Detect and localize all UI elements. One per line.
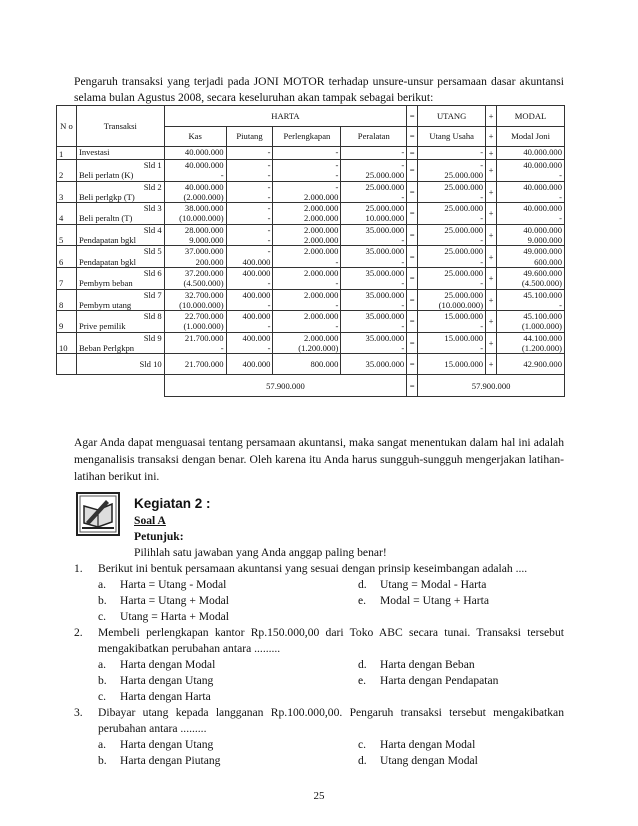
row-equals: =: [407, 332, 418, 354]
row-transaction: [76, 289, 164, 311]
row-transaction: [76, 203, 164, 225]
row-number: 9: [57, 311, 77, 333]
header-plus: +: [486, 106, 497, 127]
row-modal: 49.000.000 600.000: [497, 246, 565, 268]
row-piutang: 400.000 -: [226, 311, 273, 333]
row-modal: 45.100.000 (1.000.000): [497, 311, 565, 333]
row-plus: +: [486, 311, 497, 333]
row-piutang: -: [226, 147, 273, 160]
row-utang: 25.000.000 -: [418, 224, 486, 246]
row-saldo-label: Sld 4: [143, 224, 162, 235]
row-transaction-label: Pembyrn beban: [78, 278, 133, 289]
total-piutang: 400.000: [226, 354, 273, 375]
row-kas: 21.700.000 -: [164, 332, 226, 354]
row-peralatan: 35.000.000 -: [341, 246, 407, 268]
row-number: 4: [57, 203, 77, 225]
question-number: 3.: [74, 706, 83, 719]
total-kas: 21.700.000: [164, 354, 226, 375]
row-kas: 22.700.000 (1.000.000): [164, 311, 226, 333]
option-3d: d. Utang dengan Modal: [358, 754, 478, 767]
row-perlengkapan: 2.000.000 2.000.000: [273, 203, 341, 225]
total-label: Sld 10: [76, 354, 164, 375]
row-piutang: 400.000 -: [226, 332, 273, 354]
row-piutang: - -: [226, 224, 273, 246]
row-peralatan: 35.000.000 -: [341, 224, 407, 246]
row-equals: =: [407, 224, 418, 246]
question-text: Membeli perlengkapan kantor Rp.150.000,00 dari Toko ABC secara tunai. Transaksi tersebut mengakibatkan perubahan antara .........: [98, 626, 564, 655]
soal-heading: Soal A: [134, 514, 166, 527]
row-utang: 25.000.000 -: [418, 203, 486, 225]
row-peralatan: 35.000.000 -: [341, 332, 407, 354]
row-number: 6: [57, 246, 77, 268]
row-peralatan: 35.000.000 -: [341, 289, 407, 311]
accounting-equation-table: [56, 105, 565, 397]
row-kas: 40.000.000 -: [164, 160, 226, 182]
ledger-row: [57, 203, 565, 225]
ledger-row: [57, 246, 565, 268]
header-plus-2: +: [486, 127, 497, 147]
question-text: Berikut ini bentuk persamaan akuntansi yang sesuai dengan prinsip keseimbangan adalah ....: [98, 562, 528, 575]
row-peralatan: 35.000.000 -: [341, 311, 407, 333]
row-modal: 40.000.000 9.000.000: [497, 224, 565, 246]
row-piutang: - 400.000: [226, 246, 273, 268]
row-saldo-label: Sld 5: [143, 246, 162, 257]
row-number: 10: [57, 332, 77, 354]
header-equals: =: [407, 106, 418, 127]
option-3b: b. Harta dengan Piutang: [98, 754, 221, 767]
total-equals: =: [407, 354, 418, 375]
header-modal-joni: Modal Joni: [497, 127, 565, 147]
row-perlengkapan: -: [273, 147, 341, 160]
row-piutang: - -: [226, 181, 273, 203]
row-number: 2: [57, 160, 77, 182]
row-perlengkapan: - -: [273, 160, 341, 182]
sum-equals: =: [407, 375, 418, 397]
row-modal: 40.000.000 -: [497, 160, 565, 182]
option-1a: a. Harta = Utang - Modal: [98, 578, 227, 591]
row-utang: 25.000.000 -: [418, 267, 486, 289]
row-equals: =: [407, 267, 418, 289]
row-transaction-label: Beban Perlgkpn: [78, 343, 135, 354]
row-modal: 44.100.000 (1.200.000): [497, 332, 565, 354]
row-transaction: [76, 267, 164, 289]
row-transaction: [76, 332, 164, 354]
row-saldo-label: Sld 1: [143, 160, 162, 170]
row-plus: +: [486, 224, 497, 246]
row-equals: =: [407, 181, 418, 203]
page-number: 25: [313, 790, 325, 802]
option-1c: c. Utang = Harta + Modal: [98, 610, 230, 623]
row-kas: 32.700.000 (10.000.000): [164, 289, 226, 311]
row-equals: =: [407, 311, 418, 333]
row-plus: +: [486, 246, 497, 268]
row-transaction-label: Beli peraltn (T): [78, 213, 133, 224]
header-no: N o: [57, 106, 77, 147]
question-number: 1.: [74, 562, 83, 575]
instruction-text: Pilihlah satu jawaban yang Anda anggap paling benar!: [134, 546, 387, 559]
row-number: 5: [57, 224, 77, 246]
option-2d: d. Harta dengan Beban: [358, 658, 475, 671]
row-perlengkapan: 2.000.000 -: [273, 311, 341, 333]
total-no-cell: [57, 354, 77, 375]
row-plus: +: [486, 160, 497, 182]
row-transaction-label: Pembyrn utang: [78, 299, 132, 310]
total-plus: +: [486, 354, 497, 375]
option-3a: a. Harta dengan Utang: [98, 738, 214, 751]
question-2: [74, 625, 564, 657]
row-saldo-label: Sld 3: [143, 203, 162, 214]
ledger-row: [57, 147, 565, 160]
row-transaction: [76, 181, 164, 203]
row-transaction: [76, 147, 164, 160]
row-transaction-label: Pendapatan bgkl: [78, 235, 136, 246]
option-1b: b. Harta = Utang + Modal: [98, 594, 230, 607]
ledger-row: [57, 311, 565, 333]
intro-paragraph: Pengaruh transaksi yang terjadi pada JONI MOTOR terhadap unsure-unsur persamaan dasar akuntansi selama bulan Agustus 2008, secara keseluruhan akan tampak sebagai berikut:: [74, 75, 564, 104]
total-modal: 42.900.000: [497, 354, 565, 375]
total-peralatan: 35.000.000: [341, 354, 407, 375]
ledger-row: [57, 181, 565, 203]
header-kas: Kas: [164, 127, 226, 147]
row-modal: 49.600.000 (4.500.000): [497, 267, 565, 289]
question-number: 2.: [74, 626, 83, 639]
row-peralatan: -: [341, 147, 407, 160]
row-kas: 40.000.000 (2.000.000): [164, 181, 226, 203]
row-perlengkapan: - 2.000.000: [273, 181, 341, 203]
row-saldo-label: Sld 9: [143, 332, 162, 343]
option-2b: b. Harta dengan Utang: [98, 674, 214, 687]
question-3: [74, 705, 564, 737]
row-transaction: [76, 224, 164, 246]
row-transaction-label: Investasi: [78, 147, 110, 157]
header-modal: MODAL: [497, 106, 565, 127]
row-saldo-label: Sld 2: [143, 181, 162, 192]
row-plus: +: [486, 203, 497, 225]
row-equals: =: [407, 147, 418, 160]
outro-paragraph: Agar Anda dapat menguasai tentang persamaan akuntansi, maka sangat menentukan dalam hal ini adalah menganalisis transaksi dengan benar. Oleh karena itu Anda harus sungguh-sungguh mengerjakan latihan-latihan berikut ini.: [74, 436, 564, 483]
row-saldo-label: Sld 8: [143, 311, 162, 322]
row-equals: =: [407, 160, 418, 182]
row-piutang: 400.000 -: [226, 267, 273, 289]
row-utang: - 25.000.000: [418, 160, 486, 182]
row-perlengkapan: 2.000.000 -: [273, 267, 341, 289]
row-modal: 45.100.000 -: [497, 289, 565, 311]
row-peralatan: - 25.000.000: [341, 160, 407, 182]
sum-blank: [57, 375, 165, 397]
header-equals-2: =: [407, 127, 418, 147]
row-peralatan: 25.000.000 10.000.000: [341, 203, 407, 225]
total-utang: 15.000.000: [418, 354, 486, 375]
header-transaksi: Transaksi: [76, 106, 164, 147]
row-piutang: 400.000 -: [226, 289, 273, 311]
ledger-row: [57, 332, 565, 354]
row-utang: 25.000.000 -: [418, 181, 486, 203]
row-number: 3: [57, 181, 77, 203]
header-peralatan: Peralatan: [341, 127, 407, 147]
row-plus: +: [486, 147, 497, 160]
option-3c: c. Harta dengan Modal: [358, 738, 476, 751]
header-harta: HARTA: [164, 106, 407, 127]
book-writing-icon: [76, 492, 120, 536]
row-perlengkapan: 2.000.000 -: [273, 246, 341, 268]
option-1d: d. Utang = Modal - Harta: [358, 578, 487, 591]
sum-utang-modal: 57.900.000: [418, 375, 565, 397]
row-number: 7: [57, 267, 77, 289]
row-peralatan: 35.000.000 -: [341, 267, 407, 289]
row-plus: +: [486, 289, 497, 311]
row-utang: 25.000.000 (10.000.000): [418, 289, 486, 311]
row-number: 1: [57, 147, 77, 160]
row-transaction-label: Prive pemilik: [78, 321, 126, 332]
row-piutang: - -: [226, 203, 273, 225]
row-plus: +: [486, 181, 497, 203]
row-transaction-label: Beli perlgkp (T): [78, 191, 135, 202]
row-equals: =: [407, 203, 418, 225]
row-saldo-label: Sld 7: [143, 289, 162, 300]
header-perlengkapan: Perlengkapan: [273, 127, 341, 147]
sum-harta: 57.900.000: [164, 375, 407, 397]
row-peralatan: 25.000.000 -: [341, 181, 407, 203]
header-piutang: Piutang: [226, 127, 273, 147]
row-transaction-label: Pendapatan bgkl: [78, 256, 136, 267]
row-utang: 15.000.000 -: [418, 332, 486, 354]
row-transaction: [76, 311, 164, 333]
ledger-body: [57, 147, 565, 354]
row-number: 8: [57, 289, 77, 311]
total-perlengkapan: 800.000: [273, 354, 341, 375]
ledger-row: [57, 267, 565, 289]
row-kas: 28.000.000 9.000.000: [164, 224, 226, 246]
row-modal: 40.000.000 -: [497, 203, 565, 225]
ledger-row: [57, 224, 565, 246]
ledger-row: [57, 289, 565, 311]
row-perlengkapan: 2.000.000 -: [273, 289, 341, 311]
row-perlengkapan: 2.000.000 2.000.000: [273, 224, 341, 246]
row-transaction: [76, 246, 164, 268]
header-utang: UTANG: [418, 106, 486, 127]
row-transaction: [76, 160, 164, 182]
row-modal: 40.000.000: [497, 147, 565, 160]
row-kas: 40.000.000: [164, 147, 226, 160]
row-modal: 40.000.000 -: [497, 181, 565, 203]
row-utang: 15.000.000 -: [418, 311, 486, 333]
row-saldo-label: Sld 6: [143, 267, 162, 278]
option-2c: c. Harta dengan Harta: [98, 690, 211, 703]
kegiatan-title: Kegiatan 2 :: [134, 496, 211, 511]
row-plus: +: [486, 267, 497, 289]
row-kas: 38.000.000 (10.000.000): [164, 203, 226, 225]
row-transaction-label: Beli perlatn (K): [78, 170, 134, 181]
row-equals: =: [407, 289, 418, 311]
ledger-row: [57, 160, 565, 182]
row-utang: -: [418, 147, 486, 160]
option-2a: a. Harta dengan Modal: [98, 658, 216, 671]
option-2e: e. Harta dengan Pendapatan: [358, 674, 499, 687]
question-1: [74, 561, 564, 577]
petunjuk-heading: Petunjuk:: [134, 530, 184, 543]
row-kas: 37.200.000 (4.500.000): [164, 267, 226, 289]
option-1e: e. Modal = Utang + Harta: [358, 594, 490, 607]
question-text: Dibayar utang kepada langganan Rp.100.000,00. Pengaruh transaksi tersebut mengakibatkan perubahan antara .........: [98, 706, 564, 735]
row-perlengkapan: 2.000.000 (1.200.000): [273, 332, 341, 354]
row-piutang: - -: [226, 160, 273, 182]
header-utang-usaha: Utang Usaha: [418, 127, 486, 147]
row-plus: +: [486, 332, 497, 354]
row-kas: 37.000.000 200.000: [164, 246, 226, 268]
row-equals: =: [407, 246, 418, 268]
row-utang: 25.000.000 -: [418, 246, 486, 268]
